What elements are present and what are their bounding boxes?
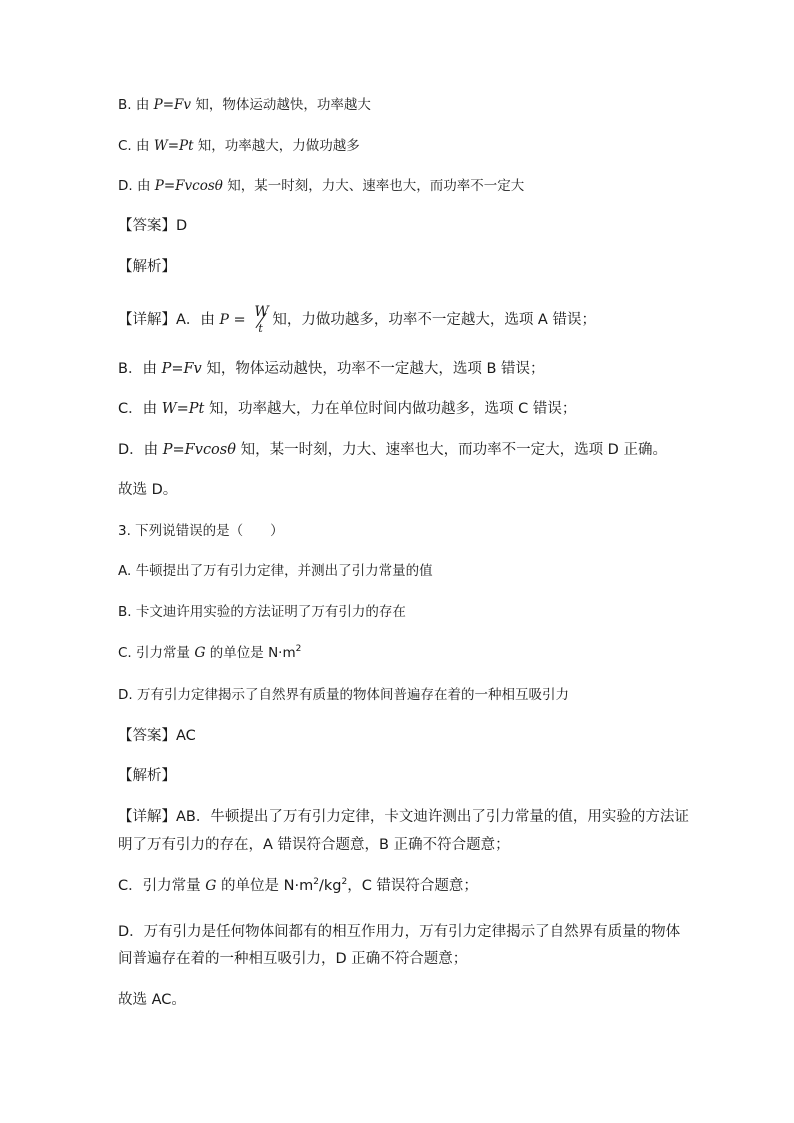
- answer-tag: 【答案】: [118, 728, 176, 744]
- q2-option-b: B. 由 P=Fv 知，物体运动越快，功率越大: [118, 97, 371, 113]
- gravitational-constant-symbol: G: [194, 645, 206, 661]
- q2-conclusion: 故选 D。: [118, 482, 178, 498]
- q3-answer: [118, 726, 196, 746]
- answer-tag: 【答案】: [118, 218, 176, 234]
- q2-detail-c: C．由 W=Pt 知，功率越大，力在单位时间内做功越多，选项 C 错误；: [118, 401, 577, 417]
- formula: P=Fvcosθ: [154, 178, 223, 194]
- q3-option-b: B. 卡文迪许用实验的方法证明了万有引力的存在: [118, 604, 406, 620]
- q2-option-d: D. 由 P=Fvcosθ 知，某一时刻，力大、速率也大，而功率不一定大: [118, 178, 525, 194]
- q3-detail-ab-line1: 【详解】AB．牛顿提出了万有引力定律，卡文迪许测出了引力常量的值，用实验的方法证: [118, 809, 689, 825]
- fraction-w-over-t: W t: [254, 304, 269, 335]
- q3-detail-ab-line2: 明了万有引力的存在，A 错误符合题意，B 正确不符合题意；: [118, 837, 510, 853]
- formula: P=Fv: [153, 97, 192, 113]
- q3-detail-c: C．引力常量 G 的单位是 $N\cdot m^2/kg^2$，C 错误符合题意；: [118, 877, 478, 894]
- q2-answer: [118, 216, 187, 236]
- gravitational-constant-symbol: G: [205, 878, 217, 894]
- q3-analysis-tag: 【解析】: [118, 768, 176, 784]
- q3-stem: 3. 下列说错误的是（ ）: [118, 523, 284, 539]
- q2-analysis-tag: 【解析】: [118, 259, 176, 275]
- answer-value: AC: [176, 728, 196, 744]
- q3-detail-d-line2: 间普遍存在着的一种相互吸引力，D 正确不符合题意；: [118, 951, 468, 967]
- q3-conclusion: 故选 AC。: [118, 992, 186, 1008]
- formula: W=Pt: [153, 138, 194, 154]
- q2-detail-b: B．由 P=Fv 知，物体运动越快，功率不一定越大，选项 B 错误；: [118, 361, 545, 377]
- q3-option-a: A. 牛顿提出了万有引力定律，并测出了引力常量的值: [118, 563, 433, 579]
- power-symbol: P: [219, 312, 229, 328]
- answer-value: D: [176, 218, 188, 234]
- q2-detail-d: D．由 P=Fvcosθ 知，某一时刻，力大、速率也大，而功率不一定大，选项 D 正确。: [118, 442, 667, 458]
- q3-detail-d-line1: D．万有引力是任何物体间都有的相互作用力，万有引力定律揭示了自然界有质量的物体: [118, 924, 681, 940]
- q2-option-c: C. 由 W=Pt 知，功率越大，力做功越多: [118, 138, 360, 154]
- formula: P=Fv: [161, 361, 202, 377]
- q3-option-c: C. 引力常量 G 的单位是 $N\cdot m^2$: [118, 644, 302, 661]
- formula: P=Fvcosθ: [162, 442, 236, 458]
- q2-detail-a: 【详解】A．由 P = W t 知，力做功越多，功率不一定越大，选项 A 错误；: [118, 304, 596, 335]
- q3-option-d: D. 万有引力定律揭示了自然界有质量的物体间普遍存在着的一种相互吸引力: [118, 687, 569, 703]
- formula: W=Pt: [161, 401, 205, 417]
